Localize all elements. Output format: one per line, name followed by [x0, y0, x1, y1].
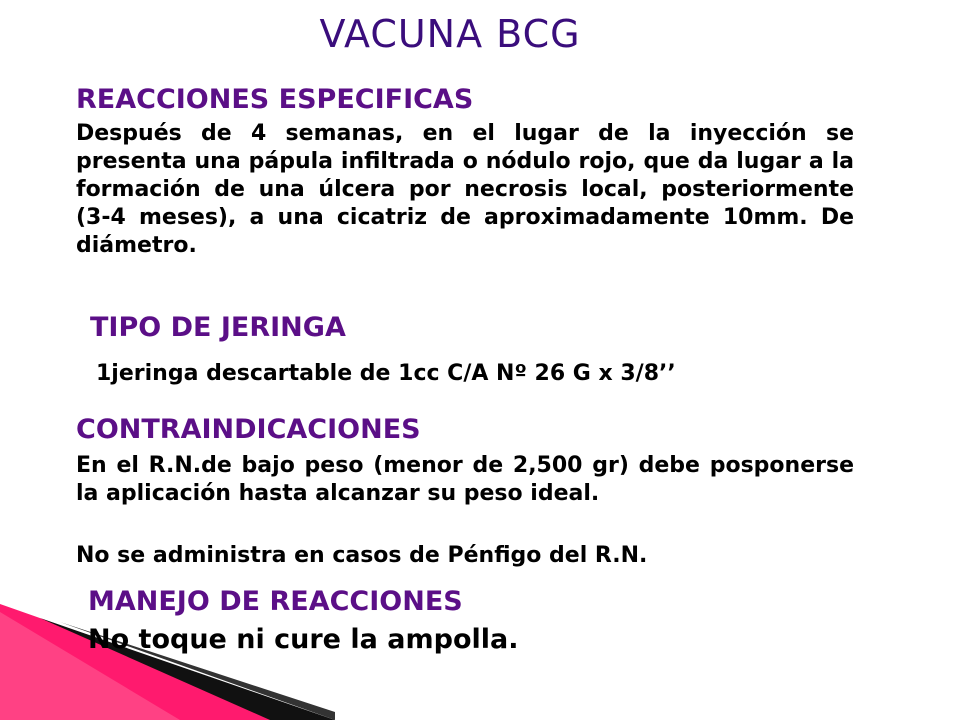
manejo-text: No toque ni cure la ampolla. — [88, 624, 519, 655]
jeringa-heading: TIPO DE JERINGA — [90, 312, 346, 343]
contraindicaciones-heading: CONTRAINDICACIONES — [76, 414, 421, 445]
page-title: VACUNA BCG — [319, 12, 581, 56]
reacciones-heading: REACCIONES ESPECIFICAS — [76, 84, 474, 115]
contraindicaciones-text-2: No se administra en casos de Pénfigo del R.N. — [76, 543, 648, 568]
jeringa-text: 1jeringa descartable de 1cc C/A Nº 26 G x 3/8’’ — [96, 361, 676, 386]
reacciones-text: Después de 4 semanas, en el lugar de la inyección se presenta una pápula infiltrada o nódulo rojo, que da lugar a la formación de una úlcera por necrosis local, posteriormente (3-4 meses), a una cicatriz de aproximadamente 10mm. De diámetro. — [76, 121, 854, 258]
manejo-heading: MANEJO DE REACCIONES — [88, 586, 463, 617]
contraindicaciones-text: En el R.N.de bajo peso (menor de 2,500 gr) debe posponerse la aplicación hasta alcanzar su peso ideal. — [76, 453, 854, 506]
